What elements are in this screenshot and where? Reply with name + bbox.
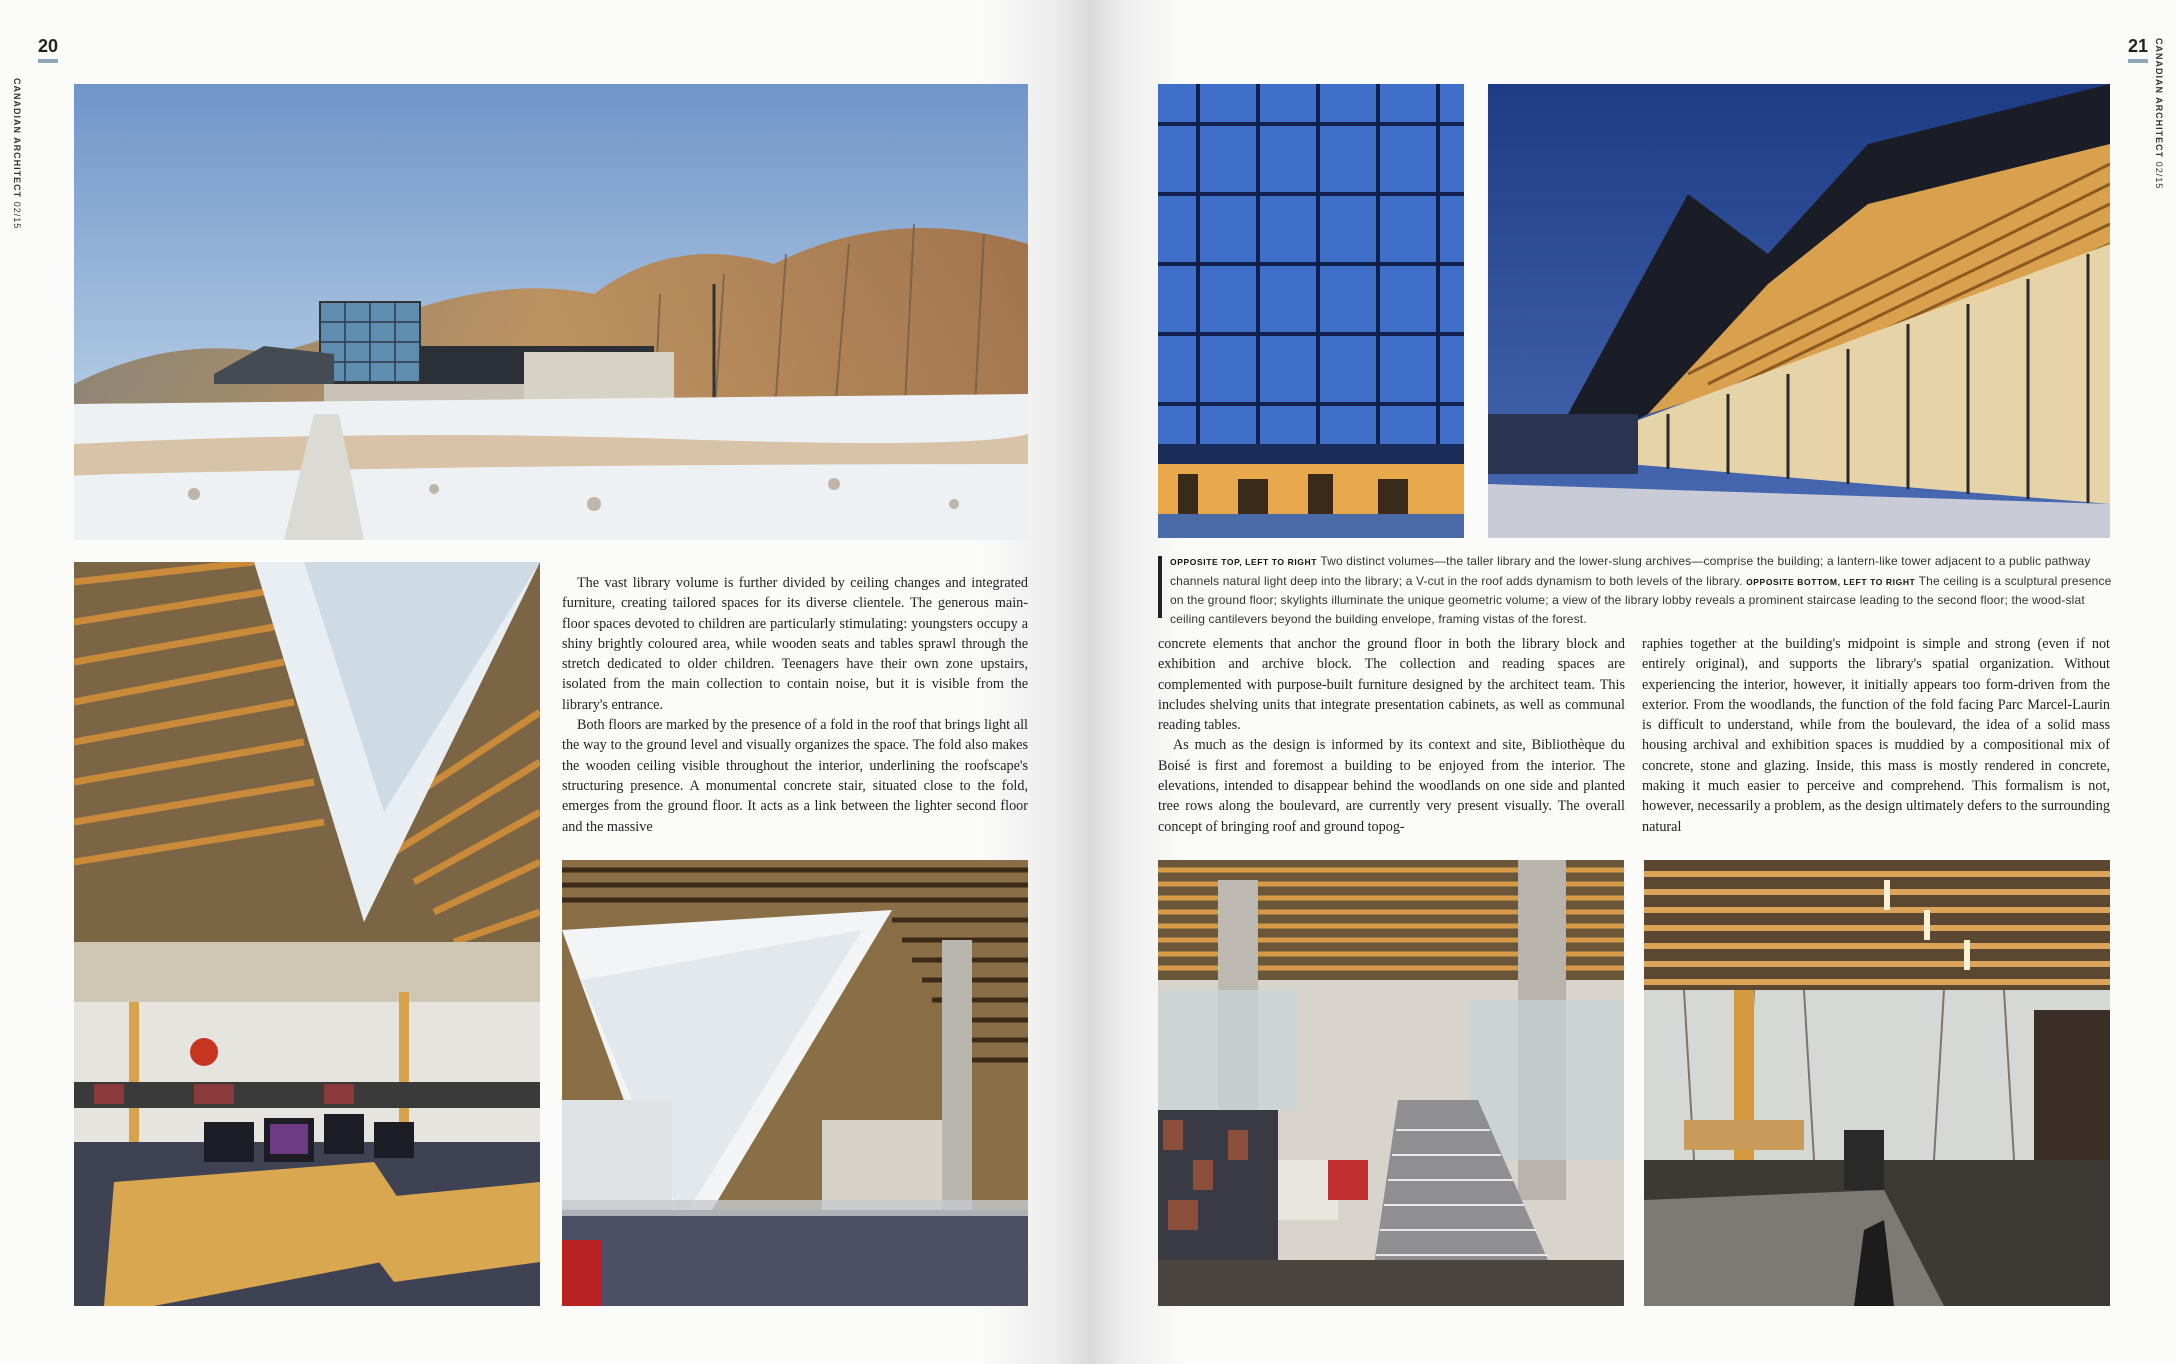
running-head-right: CANADIAN ARCHITECT 02/15 [2154, 38, 2164, 190]
page-number-right: 21 [2128, 36, 2148, 63]
caption-label-bottom: OPPOSITE BOTTOM, LEFT TO RIGHT [1746, 576, 1916, 587]
page-number-accent [2128, 59, 2148, 63]
right-page [1088, 0, 2176, 1364]
page-number-left: 20 [38, 36, 58, 63]
caption-rule [1158, 556, 1162, 618]
photo-lantern-tower [1158, 84, 1464, 538]
photo-interior-fold [74, 562, 540, 1306]
caption-text-top: Two distinct volumes—the taller library and the lower-slung archives—comprise the building; a lantern-like tower adjacent to a public pathway channels natural light deep into the library; a V-cut in the roof adds dynamism to both levels of the library. [1170, 554, 2091, 588]
caption-text-bottom: The ceiling is a sculptural presence on the ground floor; skylights illuminate the unique geometric volume; a view of the library lobby reveals a prominent staircase leading to the second floor; the wood-slat ceiling cantilevers beyond the building envelope, framing vistas of the forest. [1170, 573, 2112, 626]
photo-night-exterior [1488, 84, 2110, 538]
paragraph: concrete elements that anchor the ground floor in both the library block and exhibition and archive block. The collection and reading spaces are complemented with purpose-built furniture designed by the architect team. This includes shelving units that integrate presentation cabinets, as well as communal reading tables. [1158, 636, 1625, 734]
paragraph: The vast library volume is further divided by ceiling changes and integrated furniture, creating tailored spaces for its diverse clientele. The generous main-floor spaces devoted to children are particularly stimulating: youngsters occupy a shiny brightly coloured area, while wooden seats and tables sprawl through the stretch dedicated to older children. Teenagers have their own zone upstairs, isolated from the main collection to contain noise, but it is visible from the library's entrance. [562, 575, 1028, 713]
running-head-left: CANADIAN ARCHITECT 02/15 [12, 78, 22, 230]
caption-label-top: OPPOSITE TOP, LEFT TO RIGHT [1170, 557, 1318, 567]
body-text-left [562, 573, 1028, 837]
photo-lobby-staircase [1158, 860, 1624, 1306]
photo-exterior-winter [74, 84, 1028, 540]
body-column-1 [1158, 634, 1625, 837]
page-number-accent [38, 59, 58, 63]
body-column-2 [1642, 634, 2110, 837]
paragraph: Both floors are marked by the presence of a fold in the roof that brings light all the way to the ground level and visually organizes the space. The fold also makes the wooden ceiling visible throughout the interior, underlining the roofscape's structuring presence. A monumental concrete stair, situated close to the fold, emerges from the ground floor. It acts as a link between the lighter second floor and the massive [562, 717, 1028, 835]
paragraph: raphies together at the building's midpoint is simple and strong (even if not entirely original), and supports the library's spatial organization. Without experiencing the interior, however, it initially appears too form-driven from the exterior. From the woodlands, the function of the fold facing Parc Marcel-Laurin is difficult to understand, while from the boulevard, the idea of a solid mass housing archival and exhibition spaces is muddied by a compositional mix of concrete, stone and glazing. Inside, this mass is mostly rendered in concrete, making it much easier to perceive and comprehend. This formalism is not, however, necessarily a problem, as the design ultimately defers to the surrounding natural [1642, 636, 2110, 835]
photo-caption [1170, 552, 2112, 628]
paragraph: As much as the design is informed by its context and site, Bibliothèque du Boisé is first and foremost a building to be enjoyed from the interior. The elevations, intended to disappear behind the woodlands on one side and planted tree rows along the boulevard, are currently very present visually. The overall concept of bringing roof and ground topog- [1158, 737, 1625, 835]
photo-skylight [562, 860, 1028, 1306]
photo-forest-view [1644, 860, 2110, 1306]
